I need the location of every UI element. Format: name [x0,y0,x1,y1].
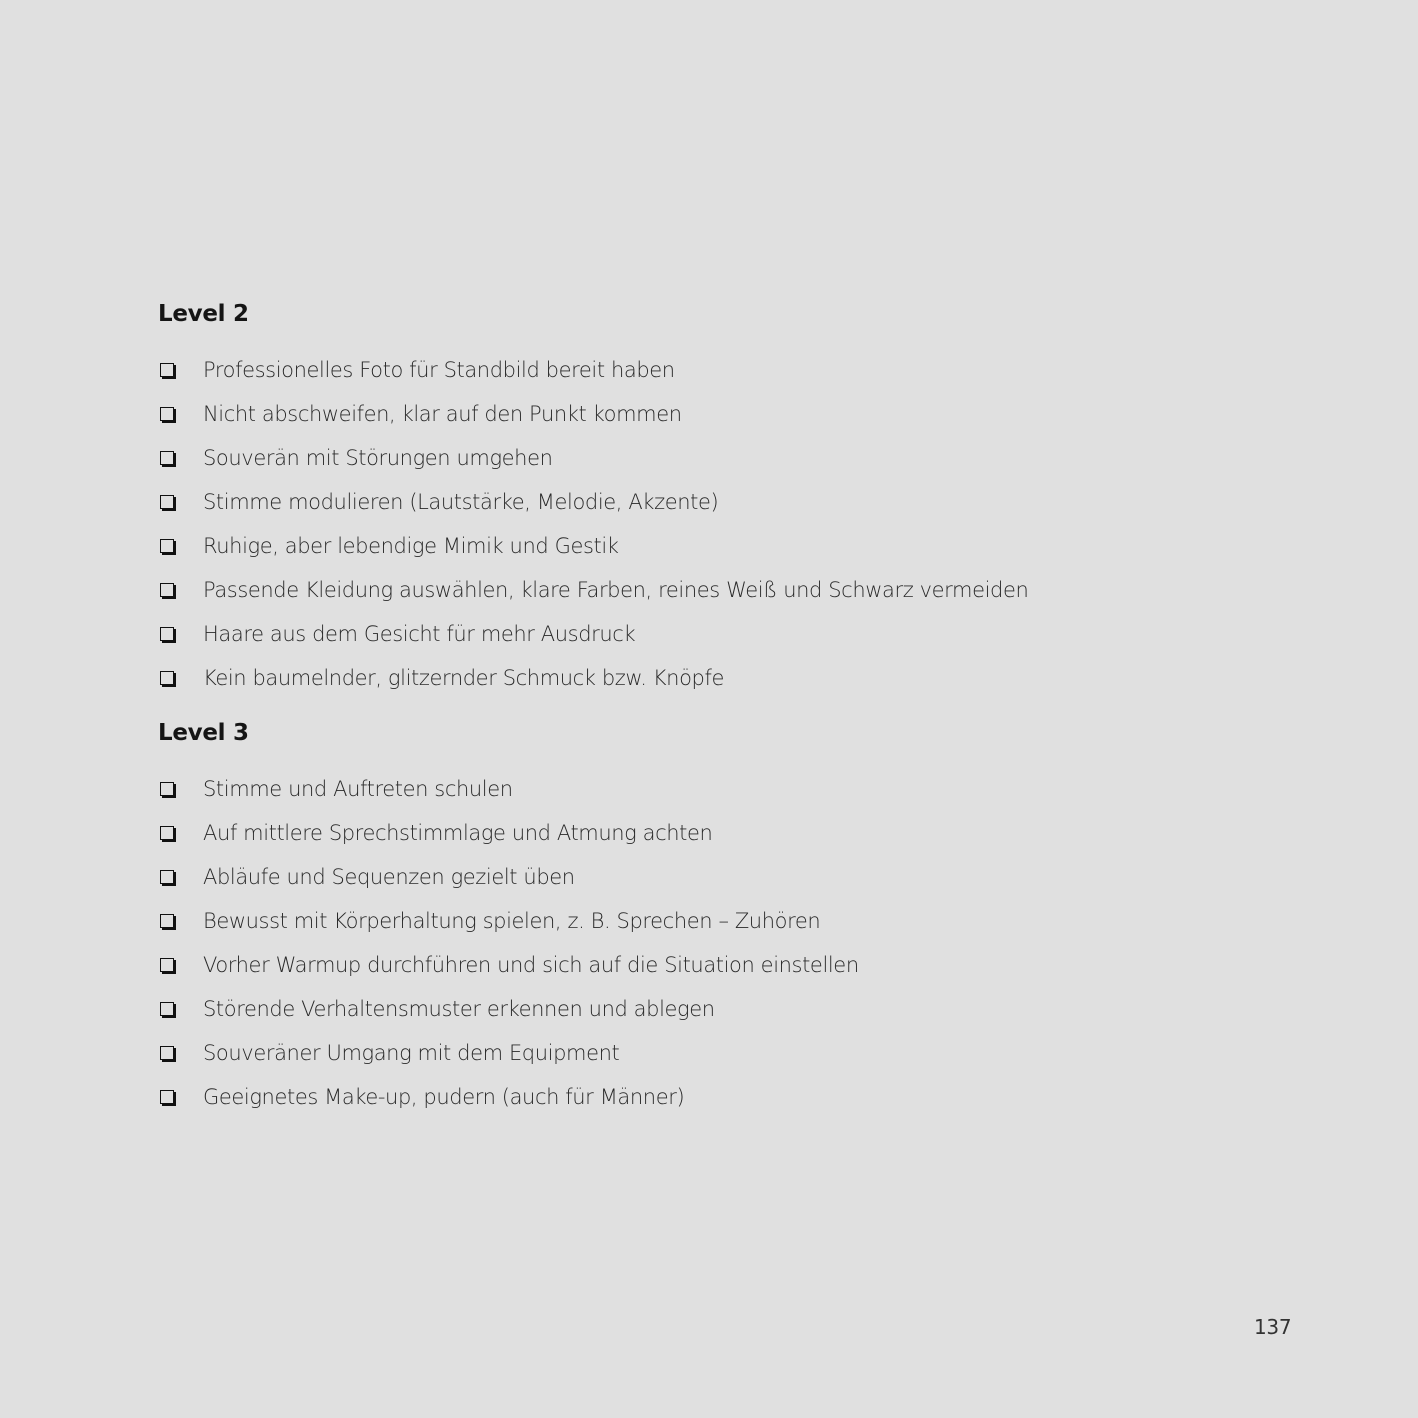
checklist-item [158,612,1308,656]
checklist [158,767,1308,1119]
section-level-3 [158,715,1308,1119]
empty-checkbox-icon [160,671,174,685]
checklist-item [158,811,1308,855]
empty-checkbox-icon [160,451,174,465]
checklist-item [158,943,1308,987]
section-heading: Level 3 [158,720,249,746]
empty-checkbox-icon [160,1002,174,1016]
empty-checkbox-icon [160,407,174,421]
checklist-item-text: Stimme modulieren (Lautstärke, Melodie, Akzente) [203,490,719,514]
checklist-item-text: Ruhige, aber lebendige Mimik und Gestik [203,534,619,558]
empty-checkbox-icon [160,958,174,972]
checklist-item [158,480,1308,524]
empty-checkbox-icon [160,1090,174,1104]
checklist-item [158,987,1308,1031]
checklist-item [158,524,1308,568]
checklist-item [158,1031,1308,1075]
checklist-item-text: Souverän mit Störungen umgehen [203,446,553,470]
empty-checkbox-icon [160,914,174,928]
empty-checkbox-icon [160,539,174,553]
checklist-item-text: Abläufe und Sequenzen gezielt üben [203,865,575,889]
checklist-item [158,436,1308,480]
checklist-item-text: Professionelles Foto für Standbild bereit haben [203,358,675,382]
empty-checkbox-icon [160,583,174,597]
checklist-item-text: Kein baumelnder, glitzernder Schmuck bzw. Knöpfe [203,666,724,690]
checklist-item [158,899,1308,943]
section-level-2 [158,296,1308,700]
checklist-item-text: Vorher Warmup durchführen und sich auf die Situation einstellen [203,953,859,977]
checklist-item-text: Souveräner Umgang mit dem Equipment [203,1041,620,1065]
empty-checkbox-icon [160,870,174,884]
checklist-item-text: Stimme und Auftreten schulen [203,777,513,801]
checklist-item [158,568,1308,612]
checklist-item [158,767,1308,811]
empty-checkbox-icon [160,627,174,641]
checklist-item-text: Haare aus dem Gesicht für mehr Ausdruck [203,622,636,646]
empty-checkbox-icon [160,363,174,377]
empty-checkbox-icon [160,495,174,509]
checklist-item-text: Geeignetes Make-up, pudern (auch für Männer) [203,1085,685,1109]
section-heading: Level 2 [158,301,249,327]
checklist [158,348,1308,700]
checklist-item-text: Bewusst mit Körperhaltung spielen, z. B. Sprechen – Zuhören [203,909,821,933]
checklist-item [158,348,1308,392]
checklist-item-text: Auf mittlere Sprechstimmlage und Atmung achten [203,821,713,845]
checklist-item-text: Nicht abschweifen, klar auf den Punkt kommen [203,402,682,426]
checklist-item [158,392,1308,436]
page-number: 137 [1254,1315,1292,1339]
checklist-item [158,855,1308,899]
empty-checkbox-icon [160,1046,174,1060]
empty-checkbox-icon [160,826,174,840]
checklist-item-text: Passende Kleidung auswählen, klare Farben, reines Weiß und Schwarz vermeiden [203,578,1029,602]
empty-checkbox-icon [160,782,174,796]
checklist-item [158,656,1308,700]
checklist-item-text: Störende Verhaltensmuster erkennen und ablegen [203,997,715,1021]
checklist-item [158,1075,1308,1119]
